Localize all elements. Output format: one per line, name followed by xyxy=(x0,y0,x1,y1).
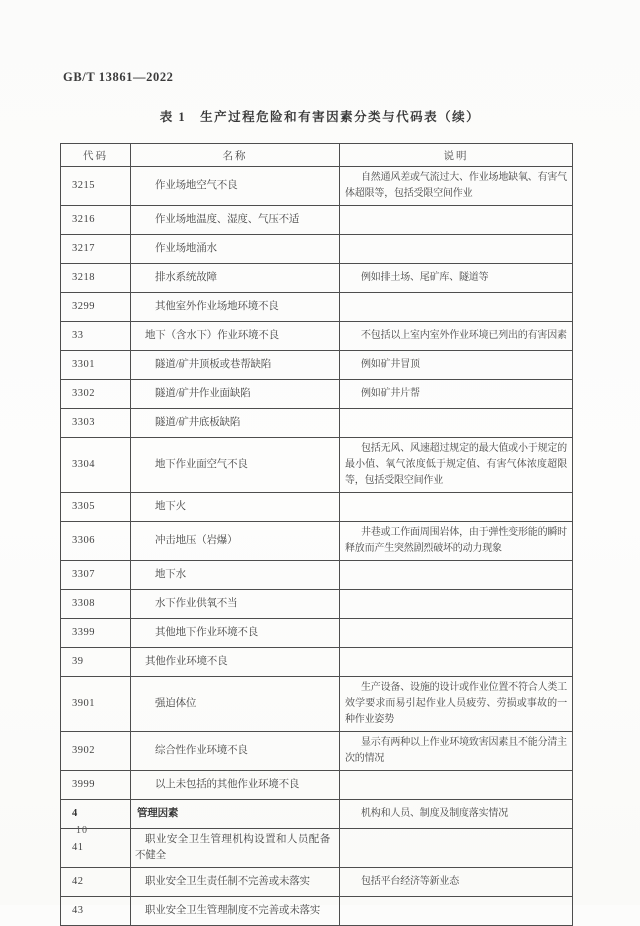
cell-code: 39 xyxy=(61,648,131,677)
cell-description xyxy=(340,293,573,322)
cell-code: 3301 xyxy=(61,351,131,380)
table-row xyxy=(61,380,573,409)
cell-description: 自然通风差或气流过大、作业场地缺氧、有害气体超限等，包括受限空间作业 xyxy=(340,167,573,206)
cell-description xyxy=(340,493,573,522)
cell-code: 3299 xyxy=(61,293,131,322)
table-row xyxy=(61,561,573,590)
cell-name: 以上未包括的其他作业环境不良 xyxy=(131,771,340,800)
table-body xyxy=(61,167,573,926)
cell-code: 3999 xyxy=(61,771,131,800)
cell-description xyxy=(340,561,573,590)
cell-name: 隧道/矿井底板缺陷 xyxy=(131,409,340,438)
cell-code: 3305 xyxy=(61,493,131,522)
cell-name: 职业安全卫生管理制度不完善或未落实 xyxy=(131,897,340,926)
cell-name: 职业安全卫生责任制不完善或未落实 xyxy=(131,868,340,897)
table-row xyxy=(61,829,573,868)
cell-code: 4 xyxy=(61,800,131,829)
cell-code: 3306 xyxy=(61,522,131,561)
cell-code: 42 xyxy=(61,868,131,897)
table-row xyxy=(61,522,573,561)
cell-description xyxy=(340,235,573,264)
standard-number: GB/T 13861—2022 xyxy=(63,70,174,84)
cell-name: 作业场地涌水 xyxy=(131,235,340,264)
cell-name: 职业安全卫生管理机构设置和人员配备不健全 xyxy=(131,829,340,868)
cell-name: 其他室外作业场地环境不良 xyxy=(131,293,340,322)
table-title: 表 1 生产过程危险和有害因素分类与代码表（续） xyxy=(159,110,481,124)
cell-code: 3302 xyxy=(61,380,131,409)
cell-name: 强迫体位 xyxy=(131,677,340,732)
cell-name: 地下火 xyxy=(131,493,340,522)
cell-name: 隧道/矿井作业面缺陷 xyxy=(131,380,340,409)
cell-name: 作业场地空气不良 xyxy=(131,167,340,206)
cell-code: 3901 xyxy=(61,677,131,732)
cell-name: 水下作业供氧不当 xyxy=(131,590,340,619)
cell-code: 3215 xyxy=(61,167,131,206)
table-row xyxy=(61,351,573,380)
cell-description xyxy=(340,648,573,677)
cell-code: 3303 xyxy=(61,409,131,438)
table-row xyxy=(61,264,573,293)
page-number: 10 xyxy=(76,825,88,836)
cell-code: 3307 xyxy=(61,561,131,590)
cell-name: 地下作业面空气不良 xyxy=(131,438,340,493)
cell-description xyxy=(340,897,573,926)
cell-description: 机构和人员、制度及制度落实情况 xyxy=(340,800,573,829)
cell-code: 3217 xyxy=(61,235,131,264)
cell-description: 井巷或工作面周围岩体，由于弹性变形能的瞬时释放而产生突然剧烈破坏的动力现象 xyxy=(340,522,573,561)
table-row xyxy=(61,619,573,648)
classification-table xyxy=(60,143,573,926)
table-row xyxy=(61,800,573,829)
cell-name: 排水系统故障 xyxy=(131,264,340,293)
column-header-name: 名称 xyxy=(131,144,340,167)
cell-description: 包括无风、风速超过规定的最大值或小于规定的最小值、氧气浓度低于规定值、有害气体浓度超限等，包括受限空间作业 xyxy=(340,438,573,493)
cell-name: 地下水 xyxy=(131,561,340,590)
table-row xyxy=(61,732,573,771)
cell-description xyxy=(340,619,573,648)
cell-description: 显示有两种以上作业环境致害因素且不能分清主次的情况 xyxy=(340,732,573,771)
cell-name: 综合性作业环境不良 xyxy=(131,732,340,771)
cell-description: 例如矿井冒顶 xyxy=(340,351,573,380)
cell-description: 包括平台经济等新业态 xyxy=(340,868,573,897)
cell-description: 例如排土场、尾矿库、隧道等 xyxy=(340,264,573,293)
cell-description: 不包括以上室内室外作业环境已列出的有害因素 xyxy=(340,322,573,351)
table-row xyxy=(61,897,573,926)
cell-description: 例如矿井片帮 xyxy=(340,380,573,409)
cell-code: 3216 xyxy=(61,206,131,235)
cell-name: 管理因素 xyxy=(131,800,340,829)
cell-code: 33 xyxy=(61,322,131,351)
table-row xyxy=(61,206,573,235)
cell-name: 作业场地温度、湿度、气压不适 xyxy=(131,206,340,235)
column-header-code: 代码 xyxy=(61,144,131,167)
cell-name: 地下（含水下）作业环境不良 xyxy=(131,322,340,351)
cell-code: 3902 xyxy=(61,732,131,771)
column-header-description: 说明 xyxy=(340,144,573,167)
table-row xyxy=(61,409,573,438)
header-row xyxy=(61,144,573,167)
cell-name: 其他作业环境不良 xyxy=(131,648,340,677)
cell-description xyxy=(340,409,573,438)
table-row xyxy=(61,677,573,732)
cell-name: 冲击地压（岩爆） xyxy=(131,522,340,561)
table-row xyxy=(61,293,573,322)
table-row xyxy=(61,438,573,493)
cell-code: 41 xyxy=(61,829,131,868)
table-row xyxy=(61,868,573,897)
table-row xyxy=(61,167,573,206)
cell-description xyxy=(340,206,573,235)
cell-code: 3399 xyxy=(61,619,131,648)
table-row xyxy=(61,493,573,522)
cell-code: 3218 xyxy=(61,264,131,293)
cell-code: 3304 xyxy=(61,438,131,493)
table-row xyxy=(61,648,573,677)
cell-name: 隧道/矿井顶板或巷帮缺陷 xyxy=(131,351,340,380)
cell-code: 43 xyxy=(61,897,131,926)
table-header xyxy=(61,144,573,167)
table-row xyxy=(61,322,573,351)
cell-description xyxy=(340,590,573,619)
cell-name: 其他地下作业环境不良 xyxy=(131,619,340,648)
table-row xyxy=(61,590,573,619)
table-row xyxy=(61,235,573,264)
cell-description: 生产设备、设施的设计或作业位置不符合人类工效学要求而易引起作业人员疲劳、劳损或事故的一种作业姿势 xyxy=(340,677,573,732)
cell-description xyxy=(340,771,573,800)
cell-code: 3308 xyxy=(61,590,131,619)
cell-description xyxy=(340,829,573,868)
table-row xyxy=(61,771,573,800)
